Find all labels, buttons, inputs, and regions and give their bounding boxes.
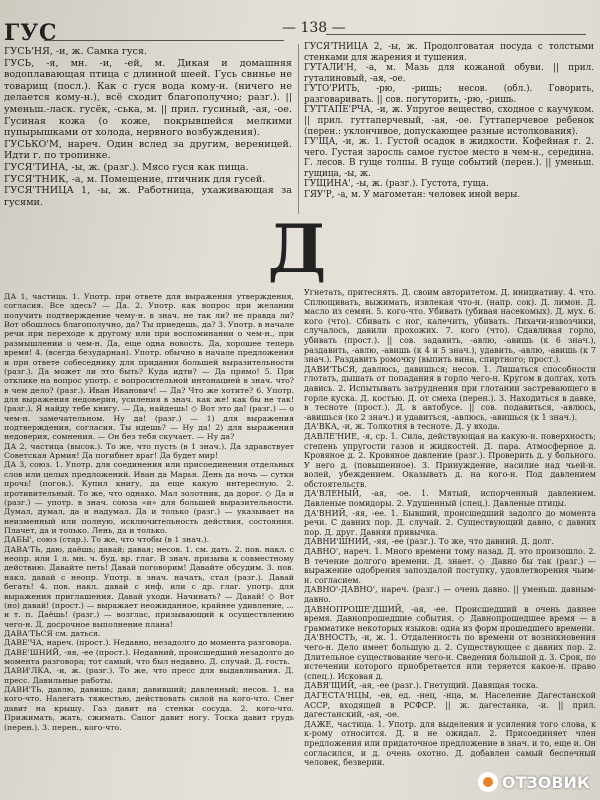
- watermark: [478, 770, 590, 794]
- entry: ГУСЯ'ТНИЦА 2, -ы, ж. Продолговатая посуда с толстыми стенками для жарения и тушения.: [304, 42, 594, 63]
- entry: ДА 1, частица. 1. Употр. при ответе для выражения утверждения, согласия. Все здесь? — Да. 2. Употр. как вопрос при желании получить подтверждение чему-н. в знач. не так ли? не правда ли? Вот обошлось благополучно, да? Ты приедешь, да? 3. Употр. в начале речи при переходе к другому или при воспоминании о чем-н., при размышлении о чем-н. Да, еще одна новость. Да, хорошее теперь время! 4. (всегда безударная). Употр. обычно в начале предложения и при ответе собеседнику для придания большей выразительности (разг.). Да может ли это быть? Куда идти? — Да прямо! 5. При отклике на вопрос употр. с вопросительной интонацией в знач. что? в чем дело? (разг.). Иван Иванович! — Да? Что же хотите? 6. Употр. для выражения недоверия, усиления в знач. как же! как бы не так! (разг.). Я найду тебе книгу. — Да, найдешь! ◇ Вот это да! (разг.) — о чем-н. замечательном. Ну да! (разг.) — 1) для выражения подтверждения, согласия. Ты идешь? — Ну да! 2) для выражения недоверия, сомнения. — Он без тебя скучает. — Ну да?: [4, 292, 294, 442]
- section-letter: Д: [267, 210, 327, 288]
- entry: ГУ'ЩА, -и, ж. 1. Густой осадок в жидкости. Кофейная г. 2. чего. Густая заросль самое густое место в чем-н., середина. Г. лесов. В гуще толпы. В гуще событий (перен.). || уменьш. гущица, -ы, ж.: [304, 137, 594, 179]
- header-rule: [44, 40, 284, 41]
- column-bottom-left: [4, 292, 294, 732]
- entry: ДАБЫ', союз (стар.). То же, что чтобы (в 1 знач.).: [4, 535, 210, 545]
- entry: ДА'ВКА, -и, ж. Толкотня в тесноте. Д. у входа.: [304, 422, 500, 432]
- entry: ДАВНОПРОШЕ'ДШИЙ, -ая, -ее. Происшедший в очень давнее время. Давнопрошедшие события. ◇ Давнопрошедшее время — в грамматике некоторых языков: одна из форм прошедшего времени.: [304, 604, 596, 633]
- entry: ДАВНИ'ШНИЙ, -яя, -ее (разг.). То же, что давний. Д. долг.: [304, 537, 555, 547]
- entry: ДАВЕ'ШНИЙ, -яя, -ее (прост.). Недавний, происшедший незадолго до момента разговора; тот самый, что был недавно. Д. случай. Д. гость.: [4, 647, 294, 667]
- entry: Угнетать, притеснять. Д. своим авторитетом. Д. инициативу. 4. что. Сплющивать, выжимать, извлекая что-н. (напр. сок). Д. лимон. Д. масло из семян. 5. кого-что. Убивать (убивая насекомых). Д. мух. 6. кого (что). Сбивать с ног, калечить, убивать. Лихачи-извозчики, случалось, давили прохожих. 7. кого (что). Сдавливая горло, убивать (прост.). || сов. задавить, -авлю, -авишь (к 6 знач.), раздавить, -авлю, -авишь (к 4 и 5 знач.), удавить, -авлю, -авишь (к 7 знач.). Раздавить ромочку (выпить вина, спиртного; прост.).: [304, 288, 596, 365]
- entry: ДА'ВНОСТЬ, -и, ж. 1. Отдаленность по времени от возникновения чего-н. Дело имеет большую д. 2. Существующее с давних пор. 2. Длительное существование чего-н. Сведения большой д. 3. Срок, по истечении которого приобретается или теряется какое-н. право (спец.). Исковая д.: [304, 633, 596, 681]
- entry: ДАВЕ'ЧА, нареч. (прост.). Недавно, незадолго до момента разговора.: [4, 638, 292, 648]
- page-number: — 138 —: [282, 20, 346, 36]
- entry: ДАВНО', нареч. 1. Много времени тому назад. Д. это произошло. 2. В течение долгого времени. Д. знает. ◇ Давно бы так (разг.) — выражение одобрения запоздалой поступку, удовлетворения чьим-н. согласием.: [304, 547, 596, 585]
- page-header: [0, 0, 600, 46]
- entry: ДА 2, частица (высок.). То же, что пусть (в 1 знач.). Да здравствует Советская Армия! Да погибнет враг! Да будет мир!: [4, 441, 294, 461]
- entry: ДАВА'ТЬ, даю, даёшь; давай; давая; несов. 1. см. дать. 2. пов. накл. с неопр. или 1 л. мн. ч. буд. вр. глаг. В знач. призыва к совместному действию. Давайте петь! Давай поговорим! Давайте обсудим. 3. пов. накл. давай с неопр. Употр. в знач. начать, стал (разг.). Давай бегать! 4. пов. накл. давай с инф. или с др. глаг. употр. для выражения приглашения. Давай уходи. Начинать? — Давай! ◇ Вот (но) давай! (прост.) — выражает неожиданное, крайнее удивление, ... и т. п. Даёшь! (разг.) — возглас, призывающий к осуществлению чего-н. Д. досрочное выполнение плана!: [4, 544, 294, 629]
- entry: ДАВИ'ТЬСЯ, давлюсь, давишься; несов. 1. Лишаться способности глотать, дышать от попадания в горло чего-н. Кругом в долгах, хоть давись. 2. Испытывать затруднения при глотании застревающего в горле куска. Д. костью. Д. от смеха (перен.). 3. Находиться в давке, в тесноте (прост.). Д. в автобусе. || сов. подавиться, -авлюсь, -авишься (ко 2 знач.) и удавиться, -авлюсь, -авишься (к 1 знач.).: [304, 364, 596, 422]
- entry: ДАВА'ТЬСЯ см. даться.: [4, 628, 101, 638]
- entry: ГУСЬКО'М, нареч. Один вслед за другим, вереницей. Идти г. по тропинке.: [4, 138, 292, 162]
- entry: ГУТТАПЕ'РЧА, -и, ж. Упругое вещество, сходное с каучуком. || прил. гуттаперчевый, -ая, -ое. Гуттаперчевое ребенок (перен.: уклончивое, допускающее разные истолкования).: [304, 105, 594, 137]
- entry: ДА 3, союз. 1. Употр. для соединения или присоединения отдельных слов или целых предложений. Иван да Марья. День да ночь — сутки прочь! (погов.). Купил книгу, да еще какую интересную. 2. противительный. То же, что однако. Мал золотник, да дорог. ◇ Да и (разг.) — употр. в знач. союза «и» для большей выразительности. Думал, думал, да и надумал. Да и только (разг.) — указывает на неизменный или полную, исключительность действия, состояния. Плачет, да и только. Лень, да и только.: [4, 460, 294, 535]
- entry: ГУЩИНА', -ы, ж. (разг.). Густота, гуща.: [304, 179, 489, 190]
- entry: ДА'ВНИЙ, -яя, -ее. 1. Бывший, происшедший задолго до момента речи. С давних пор. Д. случай. 2. Существующий давно, с давних пор. Д. друг. Давняя привычка.: [304, 508, 596, 537]
- entry: ДАГЕСТА'НЦЫ, -ев, ед. -нец, -нца, м. Население Дагестанской АССР, входящей в РСФСР. || ж. дагестанка, -и. || прил. дагестанский, -ая, -ое.: [304, 690, 596, 720]
- entry: ДА'ВЛЕНЫЙ, -ая, -ое. 1. Мятый, испорченный давлением. Давленые помидоры. 2. Удушенный (спец.). Давленые птицы.: [304, 489, 596, 509]
- column-top-right: [304, 42, 594, 200]
- entry: ДАВНО'-ДАВНО', нареч. (разг.) — очень давно. || уменьш. давным-давно.: [304, 585, 596, 604]
- guide-word: ГУС: [4, 20, 58, 46]
- watermark-text: ОТЗОВИК: [501, 772, 590, 792]
- entry: ГУТАЛИ'Н, -а, м. Мазь для кожаной обуви. || прил. гуталиновый, -ая, -ое.: [304, 63, 594, 84]
- entry: ДАЖЕ, частица. 1. Употр. для выделения и усиления того слова, к к-рому относится. Д. и не ожидал. 2. Присоединяет член предложения или придаточное предложение в знач. и то, еще и. Он согласился, и д. очень охотно. Д. добавлен самый беспечный человек, безверии.: [304, 719, 596, 768]
- column-bottom-right: [304, 288, 596, 768]
- entry: ГУСЯ'ТНИЦА 1, -ы, ж. Работница, ухаживающая за гусями.: [4, 185, 292, 208]
- entry: ДАВИ'ЛКА, -и, ж. (разг.). То же, что пресс для выдавливания. Д. пресс. Давильные работы.: [4, 666, 294, 685]
- entry: ДАВЛЕ'НИЕ, -я, ср. 1. Сила, действующая на какую-н. поверхность; степень упругости газов и жидкостей. Д. пара. Атмосферное д. Кровяное д. 2. Кровяное давление (разг.). Проверить д. у больного. У него д. (повышенное). 3. Принуждение, насилие над чьей-н. волей, убеждением. Оказывать д. на кого-н. Под давлением обстоятельств.: [304, 431, 596, 489]
- otzovik-logo-icon: [478, 772, 498, 792]
- entry: ГУСЬ'НЯ, -и, ж. Самка гуся.: [4, 46, 148, 57]
- entry: ДАВИ'ТЬ, давлю, давишь; давя; давивший; давленный; несов. 1. на кого-что. Налегать тяжестью, действовать силой на кого-что. Снег давит на крышу. Газ давит на стенки сосуда. 2. кого-что. Прижимать, жать, сжимать. Сапог давит ногу. Тоска давит грудь (перен.). 3. перен., кого-что.: [4, 685, 294, 732]
- entry: ГУСЯ'ТНИК, -а, м. Помещение, птичник для гусей.: [4, 173, 266, 185]
- entry: ДАВЯ'ЩИЙ, -ая, -ее (разг.). Гнетущий. Давящая тоска.: [304, 681, 539, 691]
- column-divider: [298, 44, 299, 214]
- entry: ГУСЬ, -я, мн. -и, -ей, м. Дикая и домашняя водоплавающая птица с длинной шеей. Гусь свинье не товарищ (посл.). Как с гуся вода кому-н. (ничего не делается кому-н.), всё сходит благополучно; разг.). || уменьш.-ласк. гусёк, -ська, м. || прил. гусиный, -ая, -ое. Гусиная кожа (о коже, покрывшейся мелкими пупырышками от холода, нервного возбуждения).: [4, 57, 292, 139]
- entry: ГЯУ'Р, -а, м. У магометан: человек иной веры.: [304, 189, 521, 200]
- entry: ГУТО'РИТЬ, -рю, -ришь; несов. (обл.). Говорить, разговаривать. || сов. погуторить, -рю, -ришь.: [304, 84, 594, 105]
- column-top-left: [4, 46, 292, 208]
- entry: ГУСЯ'ТИНА, -ы, ж. (разг.). Мясо гуся как пища.: [4, 161, 249, 173]
- header-rule-right: [326, 34, 586, 35]
